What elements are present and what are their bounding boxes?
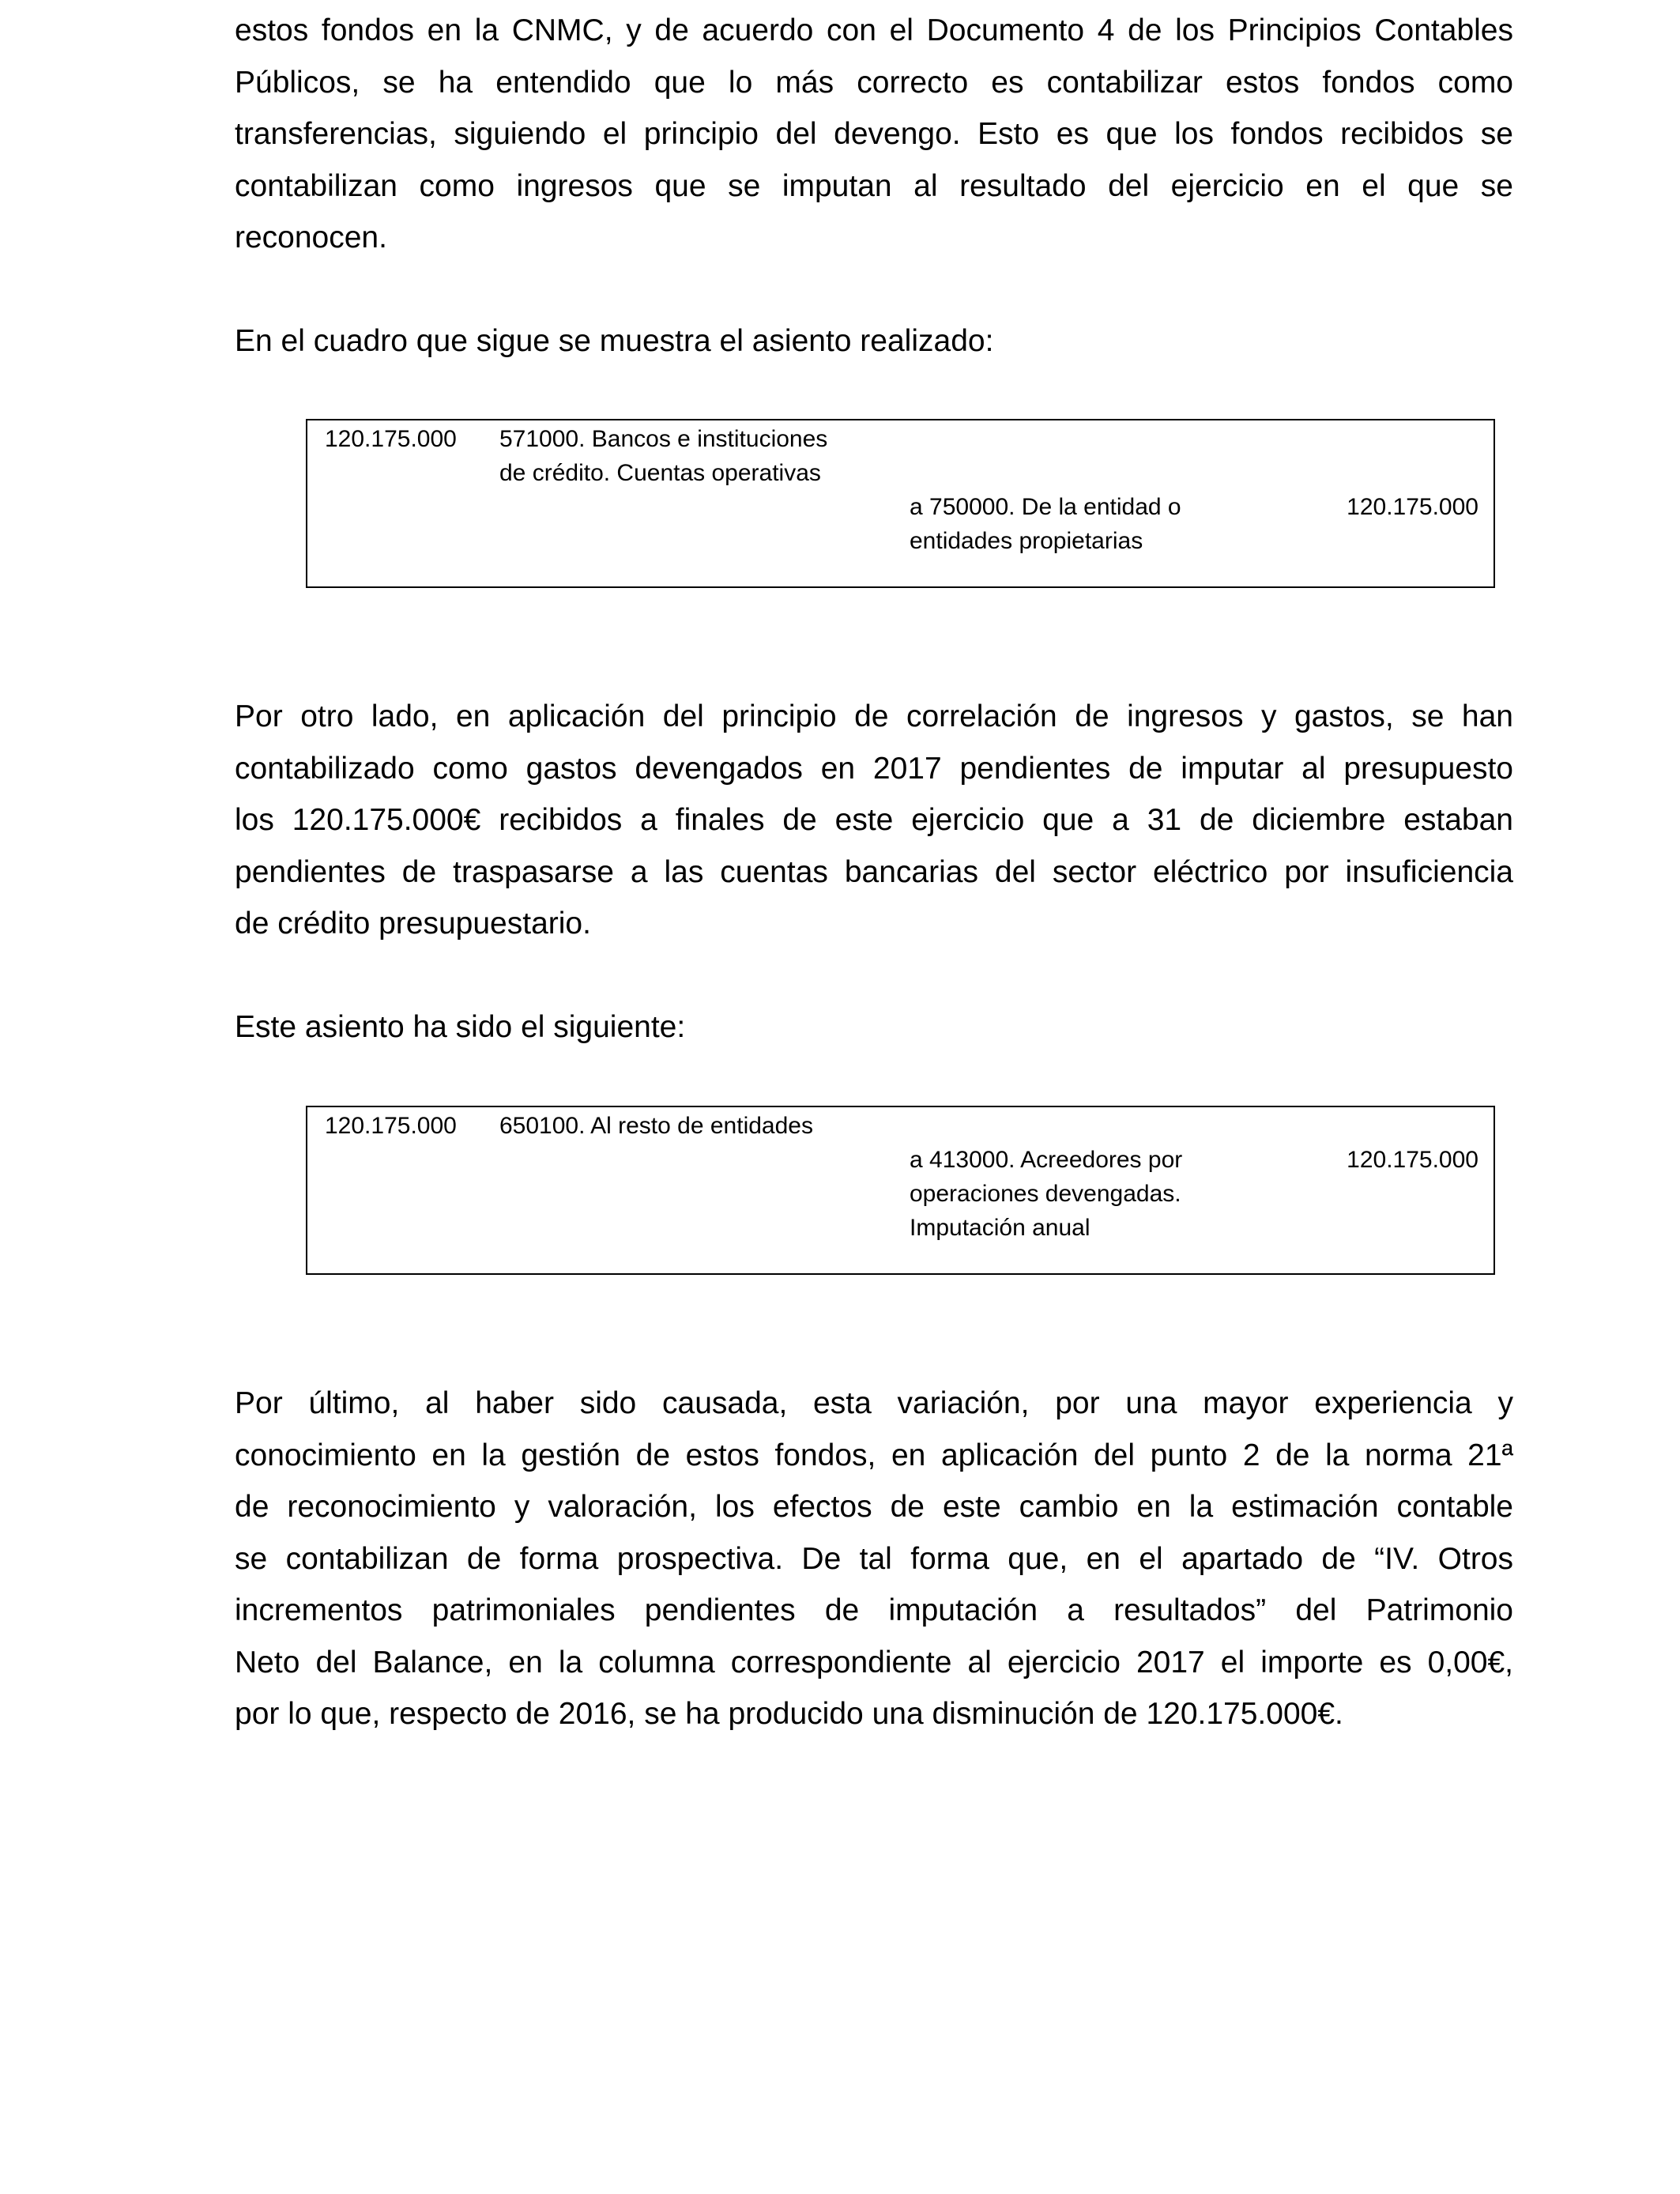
paragraph-line: Por último, al haber sido causada, esta variación, por una mayor experiencia y [235, 1386, 1513, 1420]
paragraph-correlation-principle [235, 691, 1513, 950]
paragraph-line: incrementos patrimoniales pendientes de imputación a resultados” del Patrimonio [235, 1593, 1513, 1627]
paragraph-line: Por otro lado, en aplicación del principio de correlación de ingresos y gastos, se han [235, 699, 1513, 733]
debit-account-line: de crédito. Cuentas operativas [499, 460, 821, 486]
paragraph-line: estos fondos en la CNMC, y de acuerdo con el Documento 4 de los Principios Contables [235, 13, 1513, 47]
debit-account-line: 571000. Bancos e instituciones [499, 426, 828, 452]
debit-account [499, 422, 827, 490]
debit-account [499, 1109, 813, 1143]
paragraph-line: por lo que, respecto de 2016, se ha producido una disminución de 120.175.000€. [235, 1697, 1343, 1731]
paragraph-line: contabilizado como gastos devengados en 2017 pendientes de imputar al presupuesto [235, 751, 1513, 786]
journal-entry-2 [306, 1106, 1495, 1275]
paragraph-line: conocimiento en la gestión de estos fondos, en aplicación del punto 2 de la norma 21ª [235, 1438, 1513, 1472]
paragraph-line: transferencias, siguiendo el principio del devengo. Esto es que los fondos recibidos se [235, 117, 1513, 151]
paragraph-line: Neto del Balance, en la columna correspondiente al ejercicio 2017 el importe es 0,00€, [235, 1645, 1513, 1679]
paragraph-intro-entry-1: En el cuadro que sigue se muestra el asiento realizado: [235, 324, 994, 358]
credit-account [910, 490, 1181, 558]
journal-entry-1 [306, 419, 1495, 588]
paragraph-line: se contabilizan de forma prospectiva. De tal forma que, en el apartado de “IV. Otros [235, 1541, 1513, 1576]
paragraph-line: de crédito presupuestario. [235, 907, 591, 941]
credit-account-line: Imputación anual [910, 1215, 1090, 1241]
credit-account-line: operaciones devengadas. [910, 1181, 1181, 1207]
credit-account [910, 1143, 1182, 1245]
credit-account-line: a 750000. De la entidad o [910, 494, 1181, 520]
paragraph-line: los 120.175.000€ recibidos a finales de este ejercicio que a 31 de diciembre estaban [235, 803, 1513, 837]
debit-account-line: 650100. Al resto de entidades [499, 1113, 813, 1139]
credit-amount: 120.175.000 [1347, 494, 1478, 520]
paragraph-prospective-change [235, 1378, 1513, 1740]
paragraph-intro-entry-2: Este asiento ha sido el siguiente: [235, 1010, 686, 1044]
credit-account-line: a 413000. Acreedores por [910, 1147, 1183, 1173]
paragraph-line: pendientes de traspasarse a las cuentas bancarias del sector eléctrico por insuficiencia [235, 854, 1513, 889]
paragraph-line: de reconocimiento y valoración, los efectos de este cambio en la estimación contable [235, 1490, 1513, 1524]
paragraph-line: Públicos, se ha entendido que lo más correcto es contabilizar estos fondos como [235, 65, 1513, 100]
paragraph-cnmc-funds [235, 5, 1513, 264]
credit-account-line: entidades propietarias [910, 528, 1143, 554]
paragraph-line: contabilizan como ingresos que se imputan al resultado del ejercicio en el que se [235, 168, 1513, 203]
credit-amount: 120.175.000 [1347, 1147, 1478, 1173]
debit-amount: 120.175.000 [325, 1113, 457, 1139]
debit-amount: 120.175.000 [325, 426, 457, 452]
paragraph-line: reconocen. [235, 221, 387, 254]
